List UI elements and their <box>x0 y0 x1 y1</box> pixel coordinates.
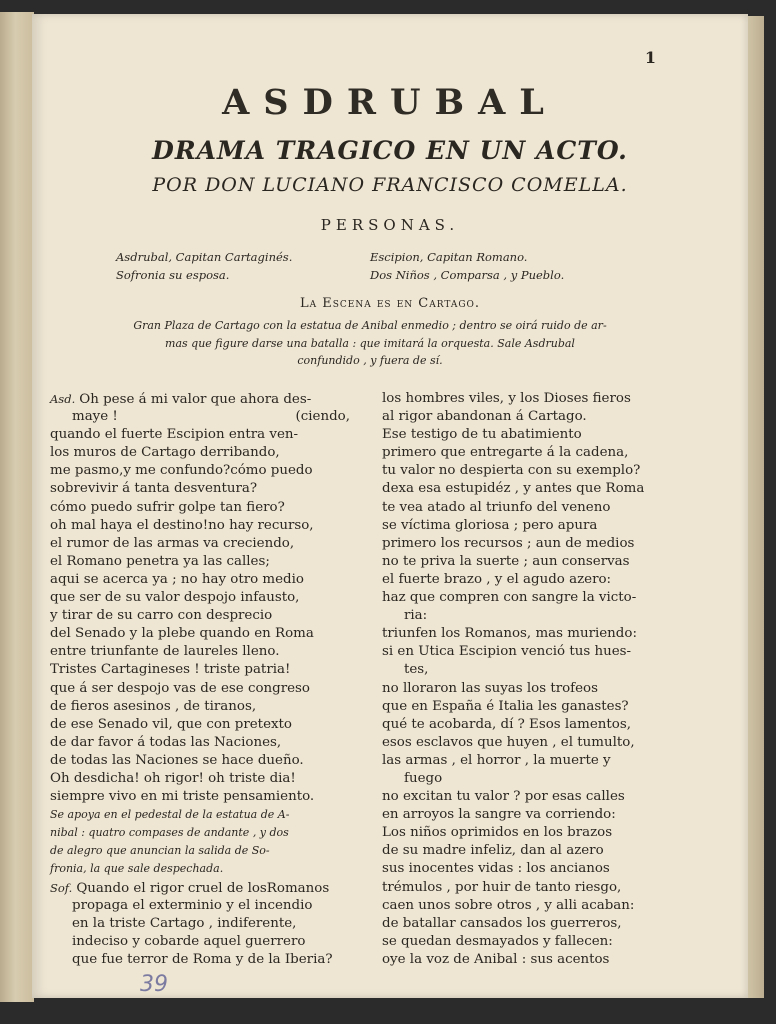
verse-line: de fieros asesinos , de tiranos, <box>50 698 257 714</box>
verse-line: Asd. Oh pese á mi valor que ahora des- <box>50 392 312 407</box>
verse-line: si en Utica Escipion venció tus hues- <box>382 644 632 660</box>
book-right-edge <box>748 16 764 998</box>
verse-line: que fue terror de Roma y de la Iberia? <box>72 951 333 967</box>
verse-line: tu valor no despierta con su exemplo? <box>382 463 641 479</box>
stage-direction-line: de alegro que anuncian la salida de So- <box>50 844 270 858</box>
verse-line: propaga el exterminio y el incendio <box>72 897 313 913</box>
stage-direction-line: nibal : quatro compases de andante , y dos <box>50 826 289 840</box>
verse-line: el rumor de las armas va creciendo, <box>50 535 295 551</box>
verse-line: trémulos , por huir de tanto riesgo, <box>382 879 622 895</box>
verse-line: entre triunfante de laureles lleno. <box>50 644 280 660</box>
verse-line: en arroyos la sangre va corriendo: <box>382 807 616 823</box>
verse-line: primero los recursos ; aun de medios <box>382 535 635 551</box>
verse-line: indeciso y cobarde aquel guerrero <box>72 933 306 949</box>
verse-line: de dar favor á todas las Naciones, <box>50 734 282 750</box>
verse-line: en la triste Cartago , indiferente, <box>72 915 297 931</box>
verse-line: oye la voz de Anibal : sus acentos <box>382 951 610 967</box>
stage-direction-line: Se apoya en el pedestal de la estatua de A- <box>50 808 290 822</box>
play-title: ASDRUBAL <box>222 82 558 123</box>
verse-line: oh mal haya el destino!no hay recurso, <box>50 517 314 533</box>
verse-line: primero que entregarte á la cadena, <box>382 445 629 461</box>
verse-line: se quedan desmayados y fallecen: <box>382 933 613 949</box>
verse-line: tes, <box>404 662 429 678</box>
verse-line: de todas las Naciones se hace dueño. <box>50 752 304 768</box>
verse-line: el fuerte brazo , y el agudo azero: <box>382 571 612 587</box>
speaker-label: Asd. <box>50 392 76 406</box>
verse-line: que en España é Italia les ganastes? <box>382 698 629 714</box>
verse-block <box>50 426 350 806</box>
verse-line: haz que compren con sangre la victo- <box>382 590 637 606</box>
text-column-left <box>50 390 350 969</box>
scene-setting: La Escena es en Cartago. <box>299 296 481 311</box>
verse-line: fuego <box>404 770 443 786</box>
verse-line: del Senado y la plebe quando en Roma <box>50 626 314 642</box>
verse-line: maye ! (ciendo, <box>72 409 350 425</box>
cast-entry: Sofronia su esposa. <box>116 268 230 282</box>
verse-line: el Romano penetra ya las calles; <box>50 553 270 569</box>
stage-direction-line: Gran Plaza de Cartago con la estatua de Anibal enmedio ; dentro se oirá ruido de ar- <box>133 319 607 332</box>
verse-line: no te priva la suerte ; aun conservas <box>382 553 630 569</box>
cast-list-right <box>370 248 564 284</box>
speaker-label: Sof. <box>50 880 73 895</box>
verse-line: ria: <box>404 608 428 624</box>
verse-line: no lloraron las suyas los trofeos <box>382 680 598 696</box>
verse-line: Oh desdicha! oh rigor! oh triste dia! <box>50 770 296 786</box>
verse-line: los muros de Cartago derribando, <box>50 445 280 461</box>
handwritten-folio-number: 39 <box>140 972 168 997</box>
verse-line: Los niños oprimidos en los brazos <box>382 825 613 841</box>
verse-line: no excitan tu valor ? por esas calles <box>382 789 625 805</box>
page-number: 1 <box>644 48 656 67</box>
verse-line: Tristes Cartagineses ! triste patria! <box>50 662 291 678</box>
stage-direction-line: mas que figure darse una batalla : que imitará la orquesta. Sale Asdrubal <box>165 336 575 350</box>
verse-line: los hombres viles, y los Dioses fieros <box>382 391 631 406</box>
verse-line: al rigor abandonan á Cartago. <box>382 409 587 425</box>
personas-heading: PERSONAS. <box>320 216 460 234</box>
verse-line: sobrevivir á tanta desventura? <box>50 481 258 497</box>
play-author: POR DON LUCIANO FRANCISCO COMELLA. <box>152 174 628 196</box>
verse-line: me pasmo,y me confundo?cómo puedo <box>50 463 313 479</box>
verse-line: aqui se acerca ya ; no hay otro medio <box>50 571 304 587</box>
verse-line: de batallar cansados los guerreros, <box>382 915 622 931</box>
text-column-right <box>382 390 720 969</box>
play-subtitle: DRAMA TRAGICO EN UN ACTO. <box>152 136 628 165</box>
verse-line: te vea atado al triunfo del veneno <box>382 499 611 515</box>
book-left-edge <box>0 12 34 1002</box>
stage-direction <box>50 317 690 370</box>
verse-block <box>50 897 350 969</box>
verse-line: quando el fuerte Escipion entra ven- <box>50 427 299 443</box>
verse-line: caen unos sobre otros , y alli acaban: <box>382 897 635 913</box>
verse-line: y tirar de su carro con desprecio <box>50 608 273 624</box>
verse-line: de su madre infeliz, dan al azero <box>382 843 604 859</box>
verse-line: cómo puedo sufrir golpe tan fiero? <box>50 499 285 515</box>
book-page <box>32 14 748 998</box>
cast-entry: Dos Niños , Comparsa , y Pueblo. <box>370 268 565 282</box>
verse-line: Ese testigo de tu abatimiento <box>382 427 582 443</box>
cast-entry: Escipion, Capitan Romano. <box>370 250 528 264</box>
verse-line: de ese Senado vil, que con pretexto <box>50 716 292 732</box>
verse-line: qué te acobarda, dí ? Esos lamentos, <box>382 716 631 732</box>
verse-line: las armas , el horror , la muerte y <box>382 752 611 768</box>
verse-line: siempre vivo en mi triste pensamiento. <box>50 789 315 805</box>
stage-direction-block <box>50 806 350 878</box>
verse-line: esos esclavos que huyen , el tumulto, <box>382 734 635 750</box>
cast-list-left <box>116 248 292 284</box>
verse-line: sus inocentes vidas : los ancianos <box>382 861 610 877</box>
stage-direction-line: fronia, la que sale despechada. <box>50 862 224 876</box>
verse-line: que á ser despojo vas de ese congreso <box>50 680 310 696</box>
verse-line: dexa esa estupidéz , y antes que Roma <box>382 481 645 497</box>
verse-line: que ser de su valor despojo infausto, <box>50 590 300 606</box>
stage-direction-line: confundido , y fuera de sí. <box>297 354 443 367</box>
verse-line: Sof. Quando el rigor cruel de losRomanos <box>50 880 330 896</box>
cast-entry: Asdrubal, Capitan Cartaginés. <box>116 250 293 264</box>
verse-line: triunfen los Romanos, mas muriendo: <box>382 626 637 642</box>
verse-line: se víctima gloriosa ; pero apura <box>382 517 598 533</box>
